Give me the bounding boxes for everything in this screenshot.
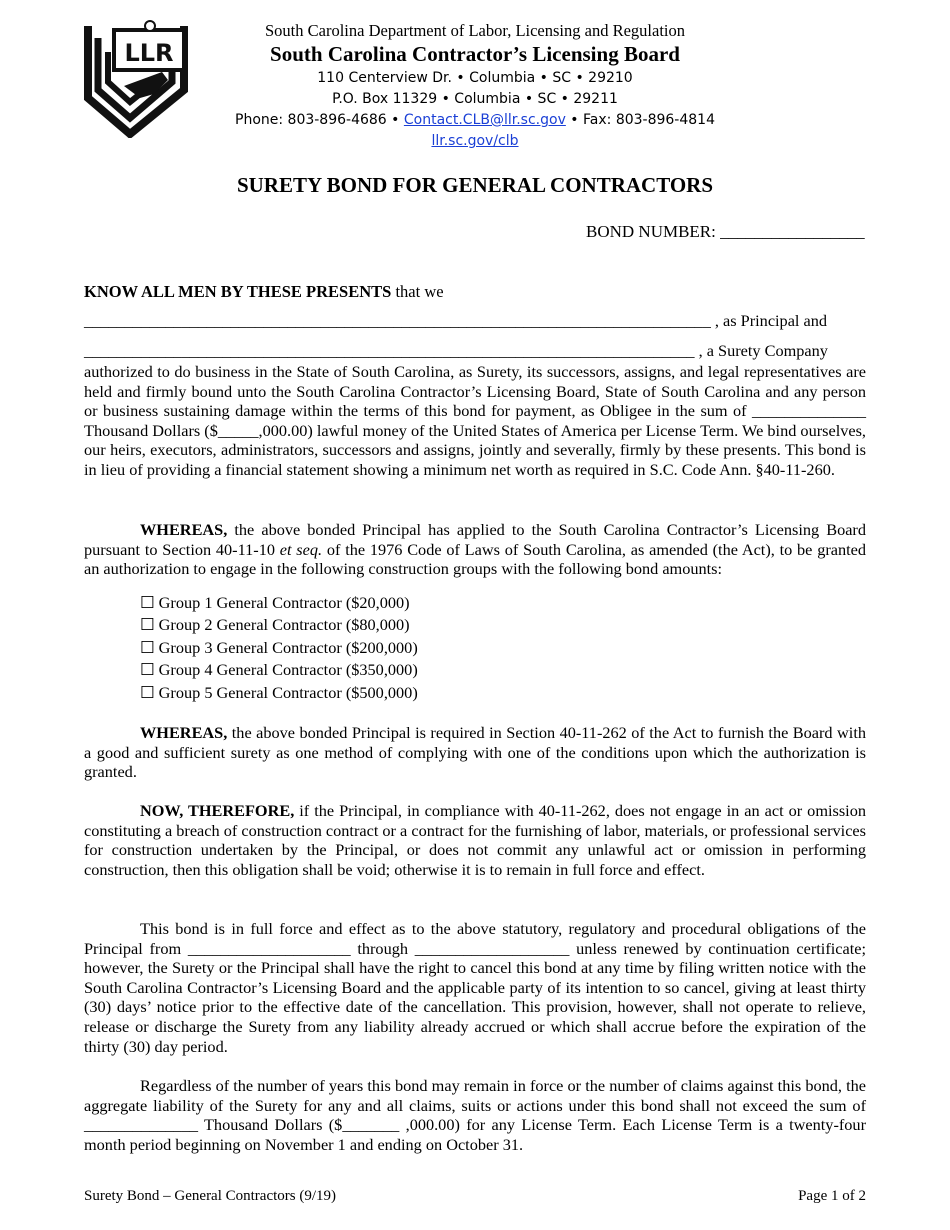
- email-link[interactable]: Contact.CLB@llr.sc.gov: [403, 112, 566, 128]
- bond-number-field: BOND NUMBER: _________________: [586, 222, 865, 241]
- document-title: SURETY BOND FOR GENERAL CONTRACTORS: [236, 173, 714, 197]
- footer-form-name: Surety Bond – General Contractors (9/19): [84, 1188, 337, 1204]
- principal-line: _____________________________________________________________________________ , as Principal and: [84, 311, 828, 330]
- whereas-paragraph-1: [84, 520, 866, 579]
- llr-logo: [84, 20, 188, 138]
- whereas-1-italic: et seq.: [279, 539, 323, 559]
- whereas-1-bold: WHEREAS,: [140, 520, 228, 539]
- aggregate-liability-paragraph: Regardless of the number of years this bond may remain in force or the number of claims against this bond, the aggregate liability of the Surety for any and all claims, suits or actions under this bond shall not exceed the sum of ______________ Thousand Dollars ($_______ ,000.00) for any License Term. Each License Term is a twenty-four month period beginning on November 1 and ending on October 31.: [84, 1076, 866, 1154]
- logo-text: LLR: [124, 39, 174, 67]
- full-force-paragraph: This bond is in full force and effect as to the above statutory, regulatory and procedural obligations of the Principal from ____________________ through ___________________ unless renewed by continuation certificate; however, the Surety or the Principal shall have the right to cancel this bond at any time by filing written notice with the South Carolina Contractor’s Licensing Board and the applicable party of its intention to so cancel, giving at least thirty (30) days’ notice prior to the effective date of the cancellation. This provision, however, shall not operate to relieve, release or discharge the Surety from any liability already accrued or which shall accrue before the expiration of the thirty (30) day period.: [84, 919, 866, 1056]
- group-4-checkbox[interactable]: ☐ Group 4 General Contractor ($350,000): [140, 660, 418, 679]
- address-line-2: P.O. Box 11329 • Columbia • SC • 29211: [332, 91, 618, 107]
- now-therefore-paragraph: [84, 801, 866, 879]
- website-link[interactable]: llr.sc.gov/clb: [431, 133, 519, 149]
- now-therefore-text: if the Principal, in compliance with 40-11-262, does not engage in an act or omission constituting a breach of construction contract or a contract for the furnishing of labor, materials, or professional services for construction undertaken by the Principal, or does not commit any unlawful act or omission in performing construction, then this obligation shall be void; otherwise it is to remain in full force and effect.: [84, 801, 866, 879]
- whereas-paragraph-2: [84, 723, 866, 782]
- department-name: South Carolina Department of Labor, Licensing and Regulation: [265, 21, 685, 40]
- group-5-checkbox[interactable]: ☐ Group 5 General Contractor ($500,000): [140, 683, 418, 702]
- obligation-paragraph: authorized to do business in the State of South Carolina, as Surety, its successors, assigns, and legal representatives are held and firmly bound unto the South Carolina Contractor’s Licensing Board, State of South Carolina and any person or business sustaining damage within the terms of this bond for payment, as Obligee in the sum of ______________ Thousand Dollars ($_____,000.00) lawful money of the United States of America per License Term. We bind ourselves, our heirs, executors, administrators, successors and assigns, jointly and severally, firmly by these presents. This bond is in lieu of providing a financial statement showing a minimum net worth as required in S.C. Code Ann. §40-11-260.: [84, 362, 866, 479]
- fax-text: • Fax: 803-896-4814: [565, 112, 715, 128]
- whereas-2-text: the above bonded Principal is required in Section 40-11-262 of the Act to furnish the Board with a good and sufficient surety as one method of complying with one of the conditions upon which the authorization is granted.: [84, 723, 866, 782]
- know-all-men-rest: that we: [391, 282, 444, 301]
- know-all-men-line: [84, 282, 444, 302]
- contact-line: [180, 112, 770, 128]
- whereas-2-bold: WHEREAS,: [140, 723, 228, 742]
- whereas-1-text-b: of the 1976 Code of Laws of South Carolina, as amended (the Act), to be granted an authorization to engage in the following construction groups with the following bond amounts:: [84, 539, 867, 579]
- phone-text: Phone: 803-896-4686 •: [235, 112, 404, 128]
- address-line-1: 110 Centerview Dr. • Columbia • SC • 29210: [317, 70, 633, 86]
- group-3-checkbox[interactable]: ☐ Group 3 General Contractor ($200,000): [140, 638, 418, 657]
- surety-line: ___________________________________________________________________________ , a Surety Company: [84, 341, 828, 360]
- group-1-checkbox[interactable]: ☐ Group 1 General Contractor ($20,000): [140, 593, 410, 612]
- website-line: [180, 133, 770, 149]
- now-therefore-bold: NOW, THEREFORE,: [140, 801, 295, 820]
- whereas-1-text-a: the above bonded Principal has applied to the South Carolina Contractor’s Licensing Board pursuant to Section 40-11-10: [84, 520, 866, 559]
- group-2-checkbox[interactable]: ☐ Group 2 General Contractor ($80,000): [140, 615, 410, 634]
- board-name: South Carolina Contractor’s Licensing Board: [270, 42, 680, 66]
- know-all-men-bold: KNOW ALL MEN BY THESE PRESENTS: [84, 282, 392, 301]
- footer-page-number: Page 1 of 2: [798, 1188, 866, 1204]
